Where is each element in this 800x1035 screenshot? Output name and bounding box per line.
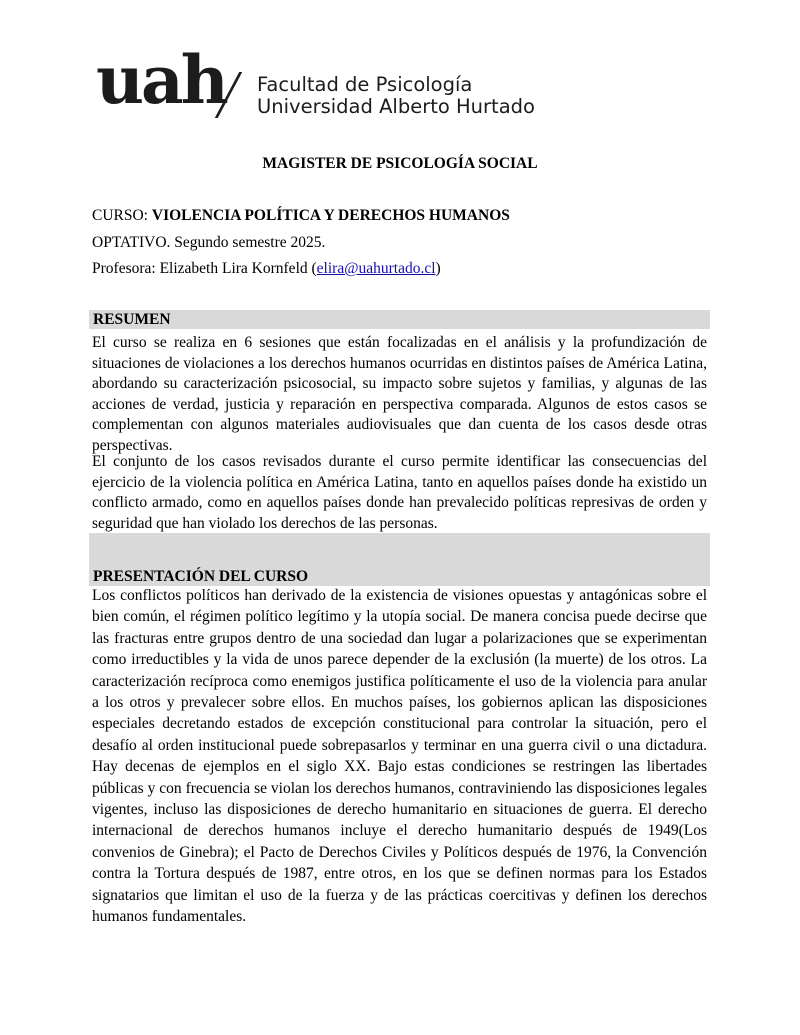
section-title-presentacion: PRESENTACIÓN DEL CURSO xyxy=(93,568,309,585)
section-title-resumen: RESUMEN xyxy=(93,311,171,328)
teacher-name: Profesora: Elizabeth Lira Kornfeld ( xyxy=(92,260,317,277)
course-label: CURSO: xyxy=(92,207,152,224)
presentacion-paragraph: Los conflictos políticos han derivado de la existencia de visiones opuestas y antagónicas sobre el bien común, el régimen político legítimo y la utopía social. De manera concisa puede decirse que las fracturas entre grupos dentro de una sociedad dan lugar a polarizaciones que se experimentan como irreductibles y la vida de unos parece depender de la exclusión (la muerte) de los otros. La caracterización recíproca como enemigos justifica políticamente el uso de la violencia para anular a los otros y prevalecer sobre ellos. En muchos países, los gobiernos aplican las disposiciones especiales decretando estados de excepción constitucional para controlar la situación, pero el desafío al orden institucional puede sobrepasarlos y terminar en una guerra civil o una dictadura. Hay decenas de ejemplos en el siglo XX. Bajo estas condiciones se restringen las libertades públicas y con frecuencia se violan los derechos humanos, contraviniendo las disposiciones legales vigentes, incluso las disposiciones de derecho humanitario en situaciones de guerra. El derecho internacional de derechos humanos incluye el derecho humanitario después de 1949(Los convenios de Ginebra); el Pacto de Derechos Civiles y Políticos después de 1976, la Convención contra la Tortura después de 1987, entre otros, en los que se definen normas para los Estados signatarios que limitan el uso de la fuerza y de las prácticas coercitivas y definen los derechos humanos fundamentales. xyxy=(92,587,707,926)
course-name: VIOLENCIA POLÍTICA Y DERECHOS HUMANOS xyxy=(151,207,510,224)
faculty-name: Facultad de Psicología xyxy=(257,73,473,96)
email-link[interactable]: elira@uahurtado.cl xyxy=(316,260,436,277)
section-header-presentacion xyxy=(89,533,710,586)
teacher-suffix: ) xyxy=(435,260,441,277)
course-line xyxy=(92,207,510,225)
university-name: Universidad Alberto Hurtado xyxy=(257,95,535,118)
page-title: MAGISTER DE PSICOLOGÍA SOCIAL xyxy=(262,155,538,172)
section-header-resumen xyxy=(89,310,710,329)
teacher-line xyxy=(92,260,441,278)
resumen-paragraph-2: El conjunto de los casos revisados durante el curso permite identificar las consecuencias del ejercicio de la violencia política en América Latina, tanto en aquellos países donde ha existido un conflicto armado, como en aquellos países donde han prevalecido políticas represivas de orden y seguridad que han violado los derechos de las personas. xyxy=(92,453,707,532)
resumen-paragraph-1: El curso se realiza en 6 sesiones que están focalizadas en el análisis y la profundización de situaciones de violaciones a los derechos humanos ocurridas en distintos países de América Latina, abordando su caracterización psicosocial, su impacto sobre sujetos y familias, y algunas de las acciones de verdad, justicia y reparación en perspectiva comparada. Algunos de estos casos se complementan con algunos materiales audiovisuales que dan cuenta de los casos desde otras perspectivas. xyxy=(92,334,707,454)
course-type: OPTATIVO. Segundo semestre 2025. xyxy=(92,234,326,251)
logo-mark: uah xyxy=(96,41,226,119)
